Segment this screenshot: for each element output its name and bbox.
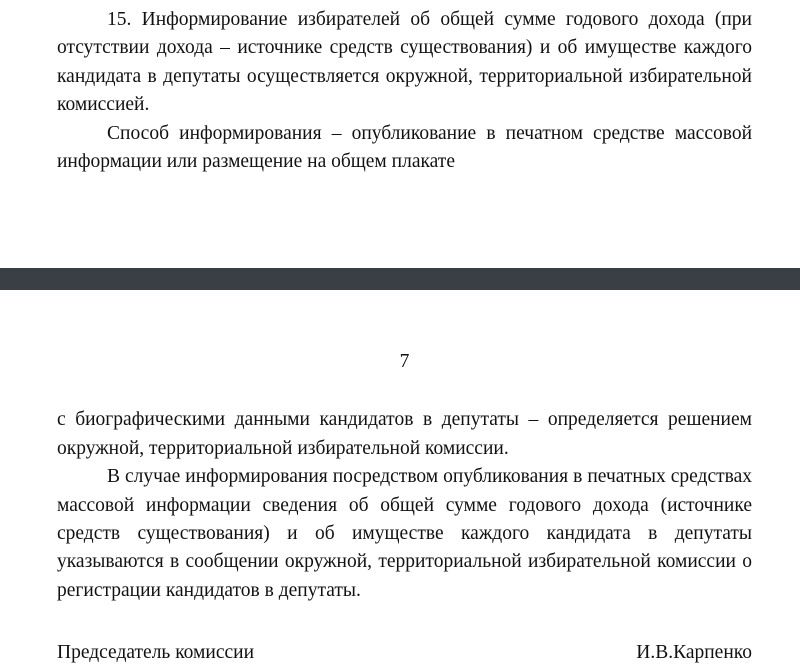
page-fragment-top	[0, 0, 800, 268]
page-fragment-bottom	[0, 290, 800, 672]
signature-name: И.В.Карпенко	[636, 642, 752, 664]
body-text	[57, 376, 752, 605]
paragraph-biographical-data: с биографическими данными кандидатов в депутаты – определяется решением окружной, территориальной избирательной комиссии.	[57, 409, 752, 459]
signature-role: Председатель комиссии	[57, 642, 255, 664]
page-separator	[0, 268, 800, 290]
page-number: 7	[399, 351, 410, 372]
paragraph-item-15: 15. Информирование избирателей об общей сумме годового дохода (при отсутствии дохода – источнике средств существования) и об имуществе каждого кандидата в депутаты осуществляется окружной, территориальной избирательной комиссией.	[57, 9, 752, 116]
paragraph-informing-method: Способ информирования – опубликование в печатном средстве массовой информации или размещение на общем плакате	[57, 122, 752, 173]
paragraph-publication-case: В случае информирования посредством опубликования в печатных средствах массовой информации сведения об общей сумме годового дохода (источнике средств существования) и об имуществе каждого кандидата в депутаты указываются в сообщении окружной, территориальной избирательной комиссии о регистрации кандидатов в депутаты.	[57, 466, 752, 601]
signature-block	[57, 605, 752, 667]
